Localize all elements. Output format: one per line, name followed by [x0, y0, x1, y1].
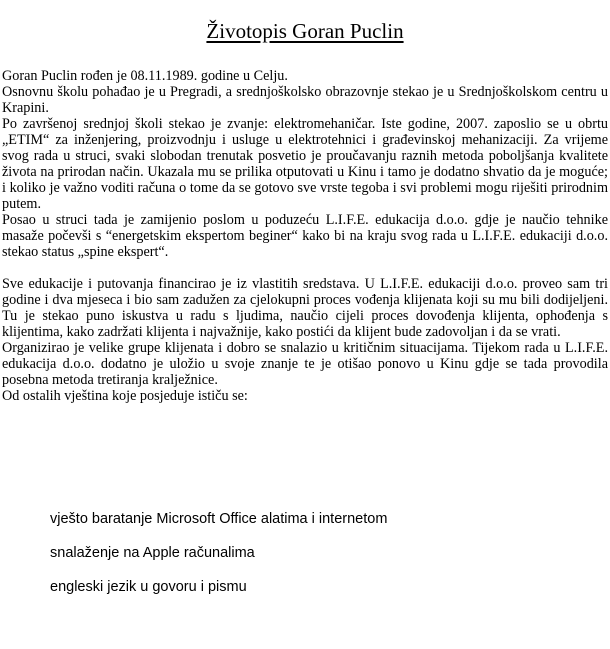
paragraph-organization: Organizirao je velike grupe klijenata i dobro se snalazio u kritičnim situacijama. Tijekom rada u L.I.F.E. edukacija d.o.o. dodatno je uložio u svoje znanje te je otišao ponovo u Kinu gdje se tada provodila posebna metoda tretiranja kralježnice.: [2, 340, 608, 388]
skill-item: snalaženje na Apple računalima: [50, 545, 255, 561]
skill-item: engleski jezik u govoru i pismu: [50, 579, 247, 595]
paragraph-birth: Goran Puclin rođen je 08.11.1989. godine u Celju.: [2, 68, 288, 84]
document-title: Životopis Goran Puclin: [206, 19, 404, 43]
paragraph-skills-intro: Od ostalih vještina koje posjeduje ističu se:: [2, 388, 248, 404]
document-body: [2, 68, 608, 404]
skills-list: [50, 509, 387, 611]
paragraph-career: Po završenoj srednjoj školi stekao je zvanje: elektromehaničar. Iste godine, 2007. zaposlio se u obrtu „ETIM“ za inženjering, proizvodnju i usluge u elektrotehnici i građevinskoj mehanizaciji. Za vrijeme svog rada u struci, svaki slobodan trenutak posvetio je proučavanju raznih metoda poboljšanja kvalitete života na prirodan način. Ukazala mu se prilika otputovati u Kinu i tamo je dodatno shvatio da je moguće; i koliko je važno voditi računa o tome da se gotovo sve vrste tegoba i svi problemi mogu riješiti prirodnim putem.: [2, 116, 608, 212]
paragraph-life-edukacija: Posao u struci tada je zamijenio poslom u poduzeću L.I.F.E. edukacija d.o.o. gdje je naučio tehnike masaže počevši s “energetskim ekspertom beginer“ kako bi na kraju svog rada u L.I.F.E. edukaciji d.o.o. stekao status „spine ekspert“.: [2, 212, 608, 260]
skill-item: vješto baratanje Microsoft Office alatima i internetom: [50, 511, 388, 527]
paragraph-education: Osnovnu školu pohađao je u Pregradi, a srednjoškolsko obrazovnje stekao je u Srednjoškolskom centru u Krapini.: [2, 84, 608, 116]
paragraph-financing: Sve edukacije i putovanja financirao je iz vlastitih sredstava. U L.I.F.E. edukaciji d.o.o. proveo sam tri godine i dva mjeseca i bio sam zadužen za cjelokupni proces vođenja klijenata koji su mu bili dodijeljeni. Tu je stekao puno iskustva u radu s ljudima, naučio cijeli proces dovođenja klijenta, ophođenja s klijentima, kako zadržati klijenta i najvažnije, kako postići da klijent bude zadovoljan i da se vrati.: [2, 276, 608, 340]
